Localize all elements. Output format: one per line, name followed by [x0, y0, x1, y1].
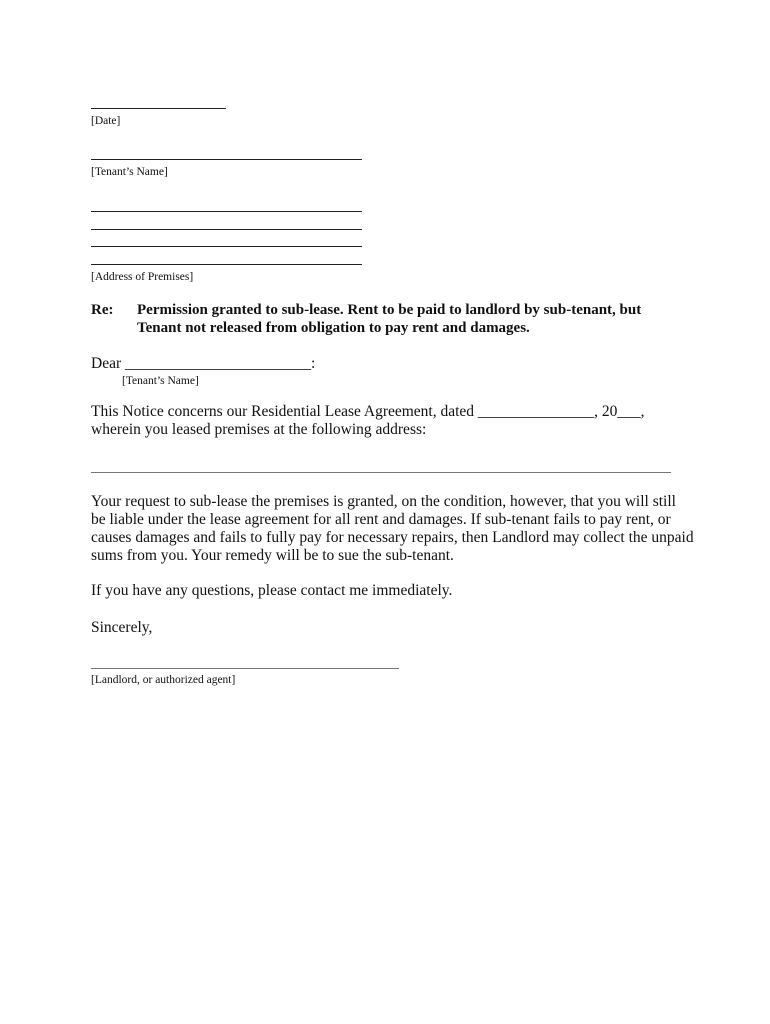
questions-text: If you have any questions, please contact me immediately. [91, 582, 453, 599]
notice-line-1: This Notice concerns our Residential Lease Agreement, dated _______________, 20___, [91, 403, 645, 420]
address-line-2[interactable] [91, 229, 362, 230]
notice-line-2: wherein you leased premises at the following address: [91, 421, 427, 438]
salutation-colon: : [311, 355, 316, 372]
address-line-4[interactable] [91, 264, 362, 265]
signature-label: [Landlord, or authorized agent] [91, 674, 236, 686]
request-line-3: causes damages and fails to fully pay for necessary repairs, then Landlord may collect the unpaid [91, 529, 694, 546]
address-line-1[interactable] [91, 211, 362, 212]
request-paragraph [91, 493, 694, 565]
request-line-1: Your request to sub-lease the premises is granted, on the condition, however, that you will still [91, 493, 676, 510]
subject-label: Re: [91, 302, 114, 318]
address-line-3[interactable] [91, 246, 362, 247]
address-label: [Address of Premises] [91, 271, 194, 283]
salutation-text: Dear [91, 355, 125, 372]
premises-address-line[interactable] [91, 472, 671, 473]
closing-text: Sincerely, [91, 619, 153, 636]
subject-text [137, 301, 697, 337]
subject-line-2: Tenant not released from obligation to pay rent and damages. [137, 320, 530, 336]
request-line-4: sums from you. Your remedy will be to sue the sub-tenant. [91, 547, 454, 564]
salutation-sub-label: [Tenant’s Name] [122, 375, 199, 387]
date-label: [Date] [91, 115, 121, 127]
subject-line-1: Permission granted to sub-lease. Rent to be paid to landlord by sub-tenant, but [137, 302, 642, 318]
request-line-2: be liable under the lease agreement for all rent and damages. If sub-tenant fails to pay rent, or [91, 511, 671, 528]
date-line[interactable] [91, 108, 226, 109]
tenant-name-line[interactable] [91, 159, 362, 160]
salutation [91, 355, 315, 373]
signature-line[interactable] [91, 668, 399, 669]
salutation-blank[interactable]: ________________________ [125, 355, 311, 372]
tenant-name-label: [Tenant’s Name] [91, 166, 168, 178]
